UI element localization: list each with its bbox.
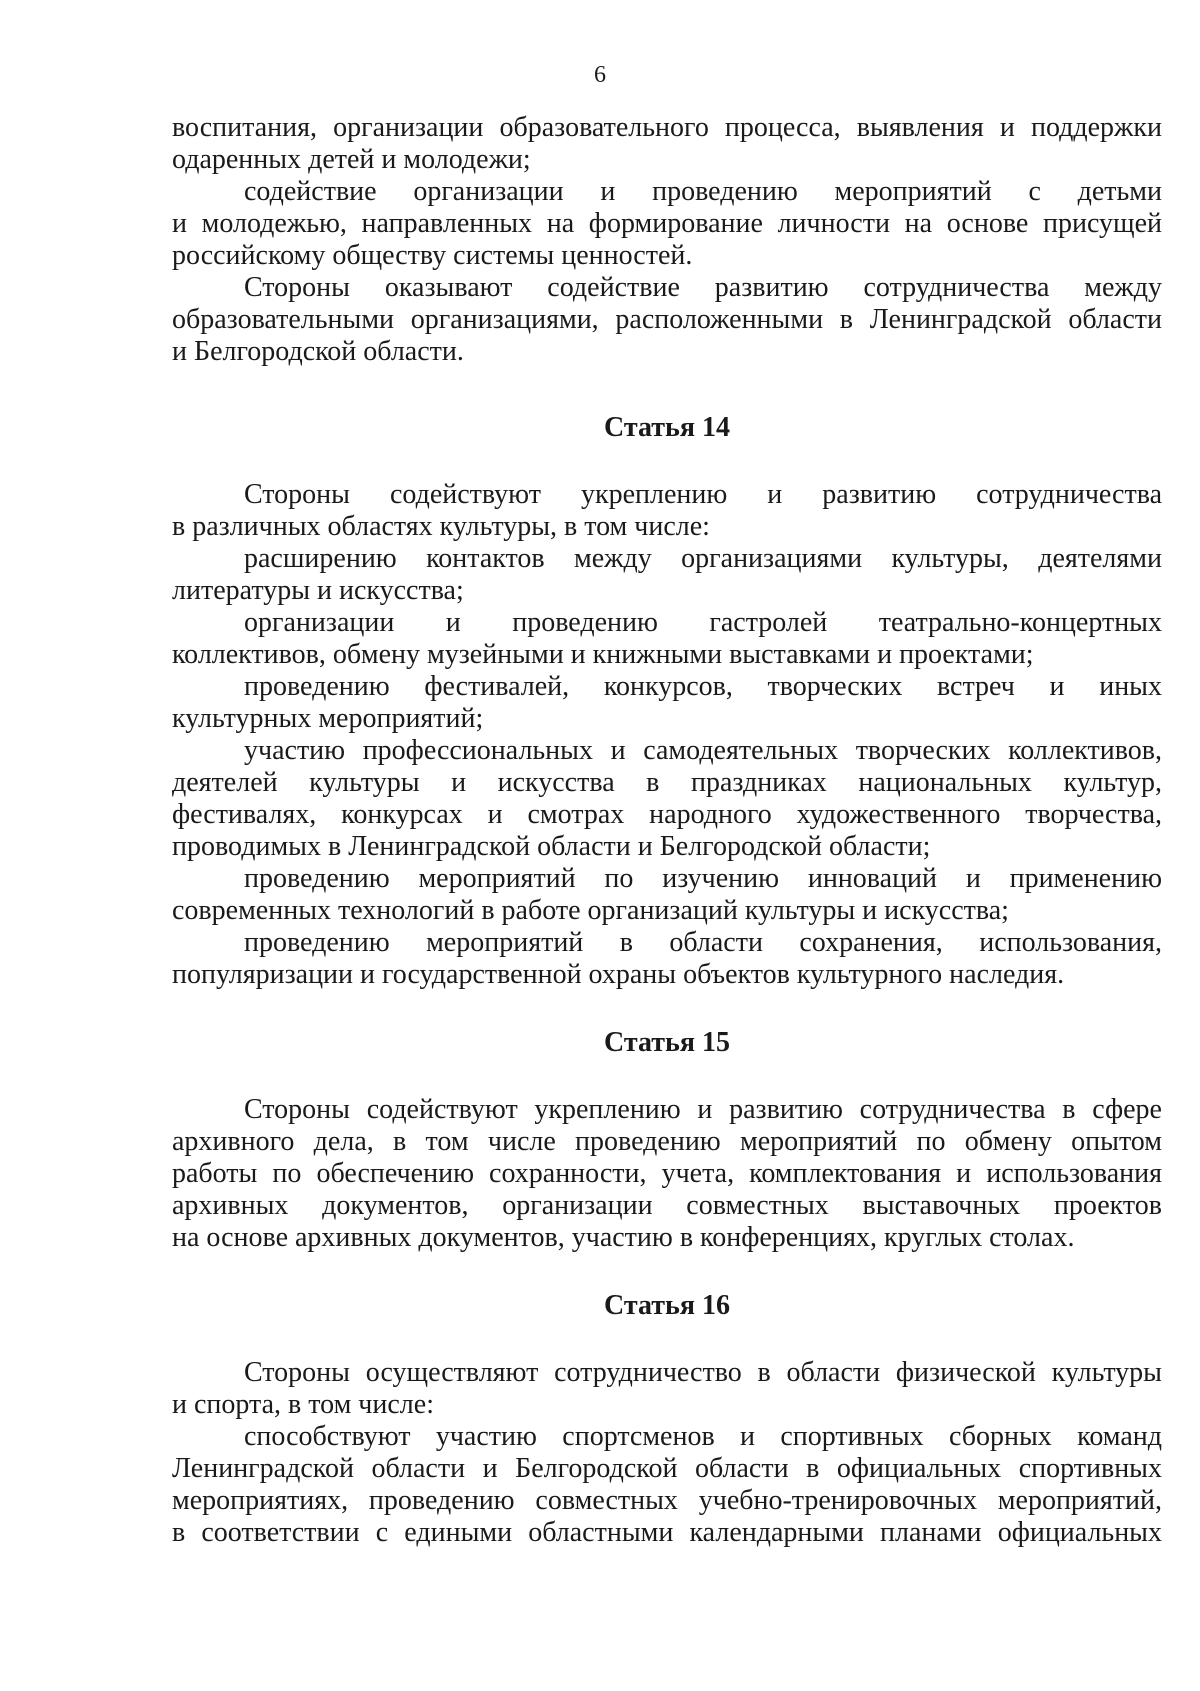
text-line: мероприятиях, проведению совместных учебно-тренировочных мероприятий, <box>172 1485 1162 1516</box>
text-line: проведению мероприятий в области сохранения, использования, <box>244 927 1162 958</box>
text-line: способствуют участию спортсменов и спортивных сборных команд <box>244 1421 1162 1452</box>
text-line: воспитания, организации образовательного процесса, выявления и поддержки <box>172 112 1162 143</box>
text-line: Стороны содействуют укреплению и развитию сотрудничества <box>244 479 1162 510</box>
document-body <box>172 112 1162 1549</box>
text-line: Ленинградской области и Белгородской области в официальных спортивных <box>172 1453 1162 1484</box>
text-line: коллективов, обмену музейными и книжными выставками и проектами; <box>172 639 1034 670</box>
article-15-title: Статья 15 <box>604 1027 730 1058</box>
text-line: фестивалях, конкурсах и смотрах народного художественного творчества, <box>172 799 1162 830</box>
text-line: и молодежью, направленных на формирование личности на основе присущей <box>172 208 1162 239</box>
text-line: расширению контактов между организациями культуры, деятелями <box>244 543 1162 574</box>
text-line: в различных областях культуры, в том числе: <box>172 511 710 542</box>
paragraph <box>172 1357 1162 1421</box>
text-line: архивных документов, организации совместных выставочных проектов <box>172 1190 1162 1221</box>
paragraph <box>172 863 1162 927</box>
intro-section <box>172 112 1162 368</box>
text-line: Стороны осуществляют сотрудничество в области физической культуры <box>244 1357 1162 1388</box>
text-line: Стороны оказывают содействие развитию сотрудничества между <box>244 272 1162 303</box>
text-line: образовательными организациями, расположенными в Ленинградской области <box>172 304 1162 335</box>
text-line: на основе архивных документов, участию в конференциях, круглых столах. <box>172 1222 1075 1253</box>
paragraph <box>172 543 1162 607</box>
text-line: проводимых в Ленинградской области и Белгородской области; <box>172 831 931 862</box>
text-line: архивного дела, в том числе проведению мероприятий по обмену опытом <box>172 1126 1162 1157</box>
text-line: работы по обеспечению сохранности, учета, комплектования и использования <box>172 1158 1162 1189</box>
text-line: Стороны содействуют укреплению и развитию сотрудничества в сфере <box>244 1094 1162 1125</box>
article-15-body <box>172 1094 1162 1254</box>
text-line: одаренных детей и молодежи; <box>172 144 531 175</box>
article-16-title: Статья 16 <box>604 1290 730 1321</box>
text-line: литературы и искусства; <box>172 575 464 606</box>
paragraph <box>172 112 1162 176</box>
text-line: организации и проведению гастролей театрально-концертных <box>244 607 1162 638</box>
paragraph <box>172 927 1162 991</box>
text-line: деятелей культуры и искусства в праздниках национальных культур, <box>172 767 1162 798</box>
article-16-body <box>172 1357 1162 1549</box>
paragraph <box>172 1421 1162 1549</box>
article-14-title: Статья 14 <box>604 412 730 443</box>
text-line: участию профессиональных и самодеятельных творческих коллективов, <box>244 735 1162 766</box>
text-line: культурных мероприятий; <box>172 703 484 734</box>
text-line: современных технологий в работе организаций культуры и искусства; <box>172 895 1009 926</box>
paragraph <box>172 735 1162 863</box>
paragraph <box>172 272 1162 368</box>
text-line: и Белгородской области. <box>172 336 464 367</box>
article-14-body <box>172 479 1162 991</box>
text-line: содействие организации и проведению мероприятий с детьми <box>244 176 1162 207</box>
text-line: в соответствии с едиными областными календарными планами официальных <box>172 1517 1162 1548</box>
page-number: 6 <box>594 62 606 88</box>
paragraph <box>172 176 1162 272</box>
paragraph <box>172 479 1162 543</box>
text-line: российскому обществу системы ценностей. <box>172 240 693 271</box>
text-line: и спорта, в том числе: <box>172 1389 434 1420</box>
paragraph <box>172 607 1162 671</box>
text-line: проведению мероприятий по изучению инноваций и применению <box>244 863 1162 894</box>
text-line: популяризации и государственной охраны объектов культурного наследия. <box>172 959 1065 990</box>
text-line: проведению фестивалей, конкурсов, творческих встреч и иных <box>244 671 1162 702</box>
paragraph <box>172 1094 1162 1254</box>
paragraph <box>172 671 1162 735</box>
